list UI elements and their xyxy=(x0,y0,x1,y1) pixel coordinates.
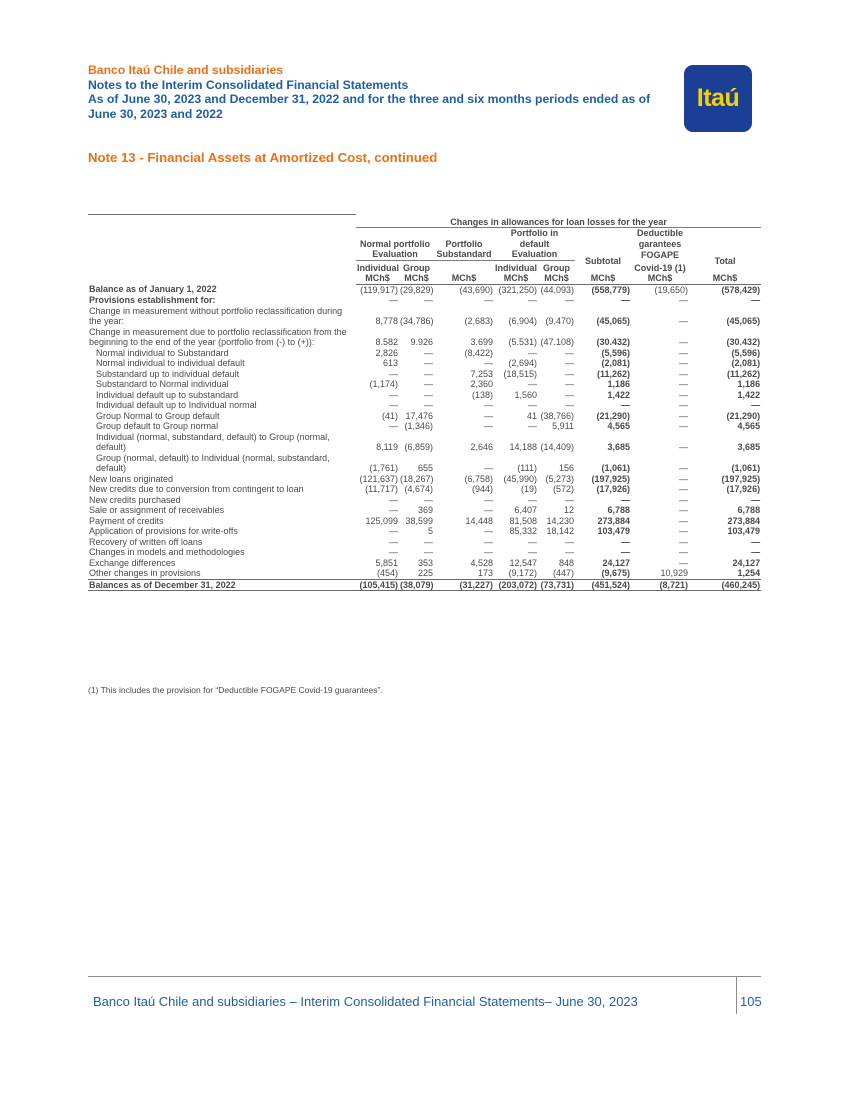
cell-value: 7,253 xyxy=(470,368,493,379)
cell-value: (8,721) xyxy=(631,579,689,591)
header-substandard: Substandard xyxy=(434,249,494,260)
table-row xyxy=(88,369,761,380)
cell-value: (43,690) xyxy=(459,284,493,295)
cell-value: — xyxy=(751,547,761,557)
cell-value: — xyxy=(679,368,688,379)
row-label: Balance as of January 1, 2022 xyxy=(89,284,217,295)
footer-text: Banco Itaú Chile and subsidiaries – Interim Consolidated Financial Statements– June 30, 2023 xyxy=(93,994,638,1009)
cell-value: (31,227) xyxy=(434,579,494,591)
row-label: Individual default up to substandard xyxy=(96,389,239,400)
cell-value: 1,560 xyxy=(514,389,537,400)
table-row xyxy=(88,547,761,558)
cell-value: — xyxy=(389,526,398,536)
header-group-1: Group xyxy=(403,262,430,273)
cell-value: 125,099 xyxy=(365,515,398,526)
cell-value: (197,925) xyxy=(591,473,630,484)
cell-value: — xyxy=(484,526,493,536)
cell-value: — xyxy=(565,358,574,368)
table-row xyxy=(88,537,761,548)
row-label: Substandard to Normal individual xyxy=(96,379,229,389)
cell-value: (30.432) xyxy=(726,337,761,347)
table-row xyxy=(88,379,761,390)
cell-value: — xyxy=(389,421,398,431)
footnote: (1) This includes the provision for “Deductible FOGAPE Covid-19 guarantees”. xyxy=(88,685,383,695)
unit-label: MCh$ xyxy=(689,273,761,284)
cell-value: — xyxy=(751,295,761,305)
cell-value: (119,917) xyxy=(360,284,398,295)
cell-value: — xyxy=(679,347,688,358)
unit-label: MCh$ xyxy=(538,273,575,284)
header-deductible: Deductible garantees xyxy=(631,228,689,250)
cell-value: 8.582 xyxy=(375,337,398,347)
cell-value: 369 xyxy=(417,505,433,515)
cell-value: — xyxy=(679,515,688,526)
cell-value: (558,779) xyxy=(591,284,630,295)
cell-value: — xyxy=(484,505,493,515)
cell-value: — xyxy=(565,547,574,557)
cell-value: 12,547 xyxy=(509,557,537,568)
header-subtotal: Subtotal xyxy=(585,255,621,266)
cell-value: — xyxy=(565,536,574,547)
header-fogape: FOGAPE xyxy=(640,249,679,260)
cell-value: — xyxy=(565,494,574,505)
cell-value: — xyxy=(424,494,433,505)
cell-value: — xyxy=(679,295,688,305)
table-row xyxy=(88,400,761,411)
cell-value: 613 xyxy=(382,358,398,368)
cell-value: — xyxy=(621,295,630,305)
cell-value: (73,731) xyxy=(538,579,575,591)
cell-value: — xyxy=(389,547,398,557)
row-label: Other changes in provisions xyxy=(89,568,201,578)
cell-value: (11,717) xyxy=(365,484,398,494)
cell-value: — xyxy=(528,536,537,547)
cell-value: (47.108) xyxy=(540,337,574,347)
table-row xyxy=(88,558,761,569)
cell-value: (21,290) xyxy=(726,410,761,421)
cell-value: (1,761) xyxy=(369,463,398,473)
cell-value: (5.531) xyxy=(508,337,537,347)
cell-value: 3,685 xyxy=(607,442,630,452)
cell-value: — xyxy=(528,295,537,305)
cell-value: 103,479 xyxy=(727,526,761,536)
row-label: Group Normal to Group default xyxy=(96,410,220,421)
row-label: Group default to Group normal xyxy=(96,421,219,431)
cell-value: — xyxy=(679,389,688,400)
cell-value: 1,422 xyxy=(737,389,761,400)
cell-value: — xyxy=(389,389,398,400)
cell-value: — xyxy=(565,379,574,389)
cell-value: — xyxy=(565,400,574,410)
cell-value: — xyxy=(679,547,688,557)
cell-value: 2,360 xyxy=(470,379,493,389)
cell-value: (9,470) xyxy=(545,316,574,326)
cell-value: — xyxy=(389,536,398,547)
cell-value: (1,174) xyxy=(369,379,398,389)
cell-value: (5,596) xyxy=(731,347,761,358)
page-number: 105 xyxy=(740,994,762,1009)
cell-value: 6,788 xyxy=(607,505,630,515)
header-individual-2: Individual xyxy=(495,262,538,273)
header-portfolio: Portfolio xyxy=(434,228,494,250)
table-row xyxy=(88,390,761,401)
itau-logo xyxy=(684,65,752,132)
cell-value: 10,929 xyxy=(660,568,688,578)
cell-value: 6,407 xyxy=(514,505,537,515)
header-total: Total xyxy=(714,255,736,266)
cell-value: 273,884 xyxy=(727,515,761,526)
cell-value: (321,250) xyxy=(498,284,537,295)
cell-value: (944) xyxy=(471,484,493,494)
table-row xyxy=(88,453,761,474)
cell-value: — xyxy=(484,536,493,547)
cell-value: 9.926 xyxy=(410,337,433,347)
cell-value: (105,415) xyxy=(356,579,399,591)
cell-value: 655 xyxy=(417,463,433,473)
row-label: Normal individual to individual default xyxy=(96,358,245,368)
cell-value: 5,851 xyxy=(375,557,398,568)
logo-text: Itaú xyxy=(696,84,740,112)
cell-value: (138) xyxy=(471,389,493,400)
cell-value: 17,476 xyxy=(405,410,433,421)
cell-value: 273,884 xyxy=(597,515,630,526)
cell-value: 848 xyxy=(558,557,574,568)
cell-value: — xyxy=(424,400,433,410)
note-title: Note 13 - Financial Assets at Amortized Cost, continued xyxy=(88,150,438,165)
cell-value: — xyxy=(751,494,761,505)
cell-value: (460,245) xyxy=(689,579,761,591)
cell-value: 8,778 xyxy=(375,316,398,326)
cell-value: — xyxy=(484,358,493,368)
cell-value: 173 xyxy=(477,568,493,578)
cell-value: 2,826 xyxy=(375,347,398,358)
table-row xyxy=(88,284,761,295)
cell-value: 6,788 xyxy=(737,505,761,515)
table-body xyxy=(88,284,761,591)
cell-value: 8,119 xyxy=(376,442,398,452)
cell-value: — xyxy=(679,463,688,473)
table-row xyxy=(88,484,761,495)
cell-value: (34,786) xyxy=(400,316,434,326)
table-row xyxy=(88,421,761,432)
cell-value: 103,479 xyxy=(597,526,630,536)
cell-value: (30.432) xyxy=(596,337,630,347)
table-row xyxy=(88,358,761,369)
cell-value: 225 xyxy=(417,568,433,578)
cell-value: (21,290) xyxy=(596,410,630,421)
cell-value: (1,061) xyxy=(731,463,761,473)
cell-value: — xyxy=(424,547,433,557)
cell-value: 24,127 xyxy=(602,557,630,568)
row-label: Change in measurement without portfolio reclassification during the year: xyxy=(89,305,343,326)
cell-value: — xyxy=(484,410,493,421)
cell-value: — xyxy=(389,295,398,305)
cell-value: 1,186 xyxy=(737,379,761,389)
cell-value: 156 xyxy=(558,463,574,473)
report-period: As of June 30, 2023 and December 31, 2022 and for the three and six months periods ended as of June 30, 2023 and 2022 xyxy=(88,92,651,121)
cell-value: — xyxy=(751,400,761,410)
cell-value: — xyxy=(565,347,574,358)
cell-value: — xyxy=(565,295,574,305)
row-label: Recovery of written off loans xyxy=(89,536,203,547)
cell-value: (17,926) xyxy=(726,484,761,494)
table-row xyxy=(88,516,761,527)
cell-value: — xyxy=(565,368,574,379)
cell-value: — xyxy=(484,463,493,473)
cell-value: — xyxy=(679,494,688,505)
cell-value: — xyxy=(621,494,630,505)
cell-value: (45,065) xyxy=(726,316,761,326)
cell-value: 4,565 xyxy=(607,421,630,431)
cell-value: (14,409) xyxy=(540,442,574,452)
row-label: Payment of credits xyxy=(89,515,164,526)
cell-value: (9,675) xyxy=(601,568,630,578)
cell-value: (111) xyxy=(517,463,537,473)
cell-value: — xyxy=(424,536,433,547)
cell-value: (5,273) xyxy=(545,473,574,484)
cell-value: 12 xyxy=(563,505,574,515)
cell-value: 41 xyxy=(526,410,537,421)
header-individual-1: Individual xyxy=(357,262,399,273)
cell-value: (19) xyxy=(520,484,537,494)
cell-value: — xyxy=(484,547,493,557)
cell-value: (8,422) xyxy=(464,347,493,358)
unit-label: MCh$ xyxy=(434,273,494,284)
row-label: Balances as of December 31, 2022 xyxy=(88,579,356,591)
cell-value: — xyxy=(565,389,574,400)
cell-value: — xyxy=(424,295,433,305)
cell-value: (11,262) xyxy=(727,368,761,379)
cell-value: — xyxy=(528,379,537,389)
allowance-table xyxy=(88,214,761,591)
cell-value: (2,694) xyxy=(508,358,537,368)
cell-value: (2,683) xyxy=(464,316,493,326)
cell-value: (38,766) xyxy=(540,410,574,421)
header-evaluation-1: Evaluation xyxy=(356,249,434,260)
cell-value: — xyxy=(424,347,433,358)
cell-value: (197,925) xyxy=(721,473,761,484)
table-row xyxy=(88,432,761,453)
cell-value: 3.699 xyxy=(470,337,493,347)
cell-value: 14,448 xyxy=(465,515,493,526)
cell-value: — xyxy=(621,536,630,547)
row-label: Application of provisions for write-offs xyxy=(89,526,238,536)
cell-value: (121,637) xyxy=(359,473,398,484)
cell-value: — xyxy=(679,505,688,515)
cell-value: — xyxy=(424,389,433,400)
cell-value: — xyxy=(528,547,537,557)
group-title: Changes in allowances for loan losses for the year xyxy=(450,216,667,227)
cell-value: (17,926) xyxy=(596,484,630,494)
table-row xyxy=(88,306,761,327)
row-label: New credits purchased xyxy=(89,494,181,505)
cell-value: 4,565 xyxy=(737,421,761,431)
row-label: Exchange differences xyxy=(89,557,176,568)
row-label: Provisions establishment for: xyxy=(89,295,216,305)
cell-value: (6,904) xyxy=(508,316,537,326)
row-label: Individual (normal, substandard, default) to Group (normal, default) xyxy=(96,431,330,452)
cell-value: (1,061) xyxy=(601,463,630,473)
cell-value: — xyxy=(679,337,688,347)
header-covid: Covid-19 (1) xyxy=(634,262,686,273)
cell-value: (18,267) xyxy=(400,473,434,484)
table-row xyxy=(88,495,761,506)
cell-value: (44,093) xyxy=(540,284,574,295)
cell-value: 4,528 xyxy=(470,557,493,568)
cell-value: 5 xyxy=(427,526,433,536)
unit-label: MCh$ xyxy=(494,273,538,284)
cell-value: — xyxy=(679,358,688,368)
cell-value: (38,079) xyxy=(400,579,434,590)
cell-value: — xyxy=(528,400,537,410)
cell-value: (572) xyxy=(552,484,574,494)
header-group-2: Group xyxy=(543,262,570,273)
cell-value: 18,142 xyxy=(546,526,574,536)
table-row xyxy=(88,295,761,306)
cell-value: (5,596) xyxy=(601,347,630,358)
cell-value: 1,254 xyxy=(737,568,761,578)
row-label: Change in measurement due to portfolio reclassification from the beginning to the end of the year (portfolio from (-) to (+)): xyxy=(89,326,347,347)
cell-value: 1,186 xyxy=(607,379,630,389)
cell-value: 353 xyxy=(417,557,433,568)
cell-value: (578,429) xyxy=(721,284,761,295)
cell-value: — xyxy=(484,494,493,505)
cell-value: — xyxy=(679,379,688,389)
cell-value: 85,332 xyxy=(509,526,537,536)
cell-value: — xyxy=(389,505,398,515)
cell-value: — xyxy=(484,421,493,431)
header-normal-portfolio: Normal portfolio xyxy=(356,228,434,250)
cell-value: — xyxy=(389,400,398,410)
cell-value: — xyxy=(389,494,398,505)
cell-value: 14,230 xyxy=(546,515,574,526)
row-label: Changes in models and methodologies xyxy=(89,547,245,557)
unit-label: MCh$ xyxy=(631,273,689,284)
cell-value: 5,911 xyxy=(552,421,574,431)
unit-label: MCh$ xyxy=(356,273,399,284)
cell-value: 38,599 xyxy=(405,515,433,526)
cell-value: — xyxy=(424,368,433,379)
cell-value: (454) xyxy=(376,568,398,578)
table-row xyxy=(88,579,761,591)
row-label: Sale or assignment of receivables xyxy=(89,505,225,515)
row-label: Normal individual to Substandard xyxy=(96,347,229,358)
cell-value: — xyxy=(424,358,433,368)
cell-value: (41) xyxy=(381,410,398,421)
cell-value: — xyxy=(528,347,537,358)
footer-divider xyxy=(88,976,761,977)
unit-label: MCh$ xyxy=(575,273,631,284)
cell-value: (45,065) xyxy=(596,316,630,326)
header-portfolio-default: Portfolio in default xyxy=(494,228,575,250)
cell-value: — xyxy=(679,473,688,484)
cell-value: — xyxy=(528,421,537,431)
cell-value: (9,172) xyxy=(508,568,537,578)
company-name: Banco Itaú Chile and subsidiaries xyxy=(88,63,284,77)
unit-label: MCh$ xyxy=(399,273,434,284)
report-title: Notes to the Interim Consolidated Financial Statements xyxy=(88,77,409,92)
row-label: New loans originated xyxy=(89,473,174,484)
cell-value: (19,650) xyxy=(654,284,688,295)
footer-separator xyxy=(736,976,737,1014)
cell-value: — xyxy=(679,400,688,410)
cell-value: — xyxy=(621,400,630,410)
cell-value: — xyxy=(679,421,688,431)
cell-value: — xyxy=(679,316,688,326)
table-row xyxy=(88,474,761,485)
cell-value: — xyxy=(679,557,688,568)
table-row xyxy=(88,327,761,348)
row-label: Substandard up to individual default xyxy=(96,368,240,379)
row-label: Group (normal, default) to Individual (normal, substandard, default) xyxy=(96,452,330,473)
page-header xyxy=(88,63,678,121)
header-evaluation-2: Evaluation xyxy=(494,249,575,260)
cell-value: (447) xyxy=(552,568,574,578)
cell-value: — xyxy=(679,526,688,536)
cell-value: — xyxy=(424,379,433,389)
cell-value: — xyxy=(679,442,688,452)
cell-value: — xyxy=(751,536,761,547)
cell-value: — xyxy=(621,547,630,557)
cell-value: 14,188 xyxy=(509,442,537,452)
cell-value: (29,829) xyxy=(400,284,434,295)
cell-value: 2,646 xyxy=(470,442,493,452)
cell-value: (2,081) xyxy=(731,358,761,368)
cell-value: (451,524) xyxy=(575,579,631,591)
cell-value: (1,346) xyxy=(404,421,433,431)
cell-value: (18,515) xyxy=(503,368,537,379)
cell-value: — xyxy=(679,484,688,494)
cell-value: (6,859) xyxy=(404,442,433,452)
cell-value: (203,072) xyxy=(494,579,538,591)
row-label: New credits due to conversion from contingent to loan xyxy=(89,484,304,494)
table-row xyxy=(88,526,761,537)
cell-value: (4,674) xyxy=(404,484,433,494)
table-row xyxy=(88,505,761,516)
cell-value: — xyxy=(389,368,398,379)
table-row xyxy=(88,348,761,359)
cell-value: 24,127 xyxy=(732,557,761,568)
cell-value: — xyxy=(484,295,493,305)
cell-value: — xyxy=(679,536,688,547)
table-row xyxy=(88,411,761,422)
table-row xyxy=(88,568,761,579)
cell-value: — xyxy=(484,400,493,410)
row-label: Individual default up to Individual normal xyxy=(96,400,257,410)
cell-value: (6,758) xyxy=(464,473,493,484)
cell-value: — xyxy=(679,410,688,421)
cell-value: 81,508 xyxy=(509,515,537,526)
cell-value: (2,081) xyxy=(601,358,630,368)
cell-value: (11,262) xyxy=(596,368,630,379)
cell-value: (45,990) xyxy=(503,473,537,484)
cell-value: 3,685 xyxy=(737,442,761,452)
cell-value: — xyxy=(528,494,537,505)
cell-value: 1,422 xyxy=(607,389,630,400)
